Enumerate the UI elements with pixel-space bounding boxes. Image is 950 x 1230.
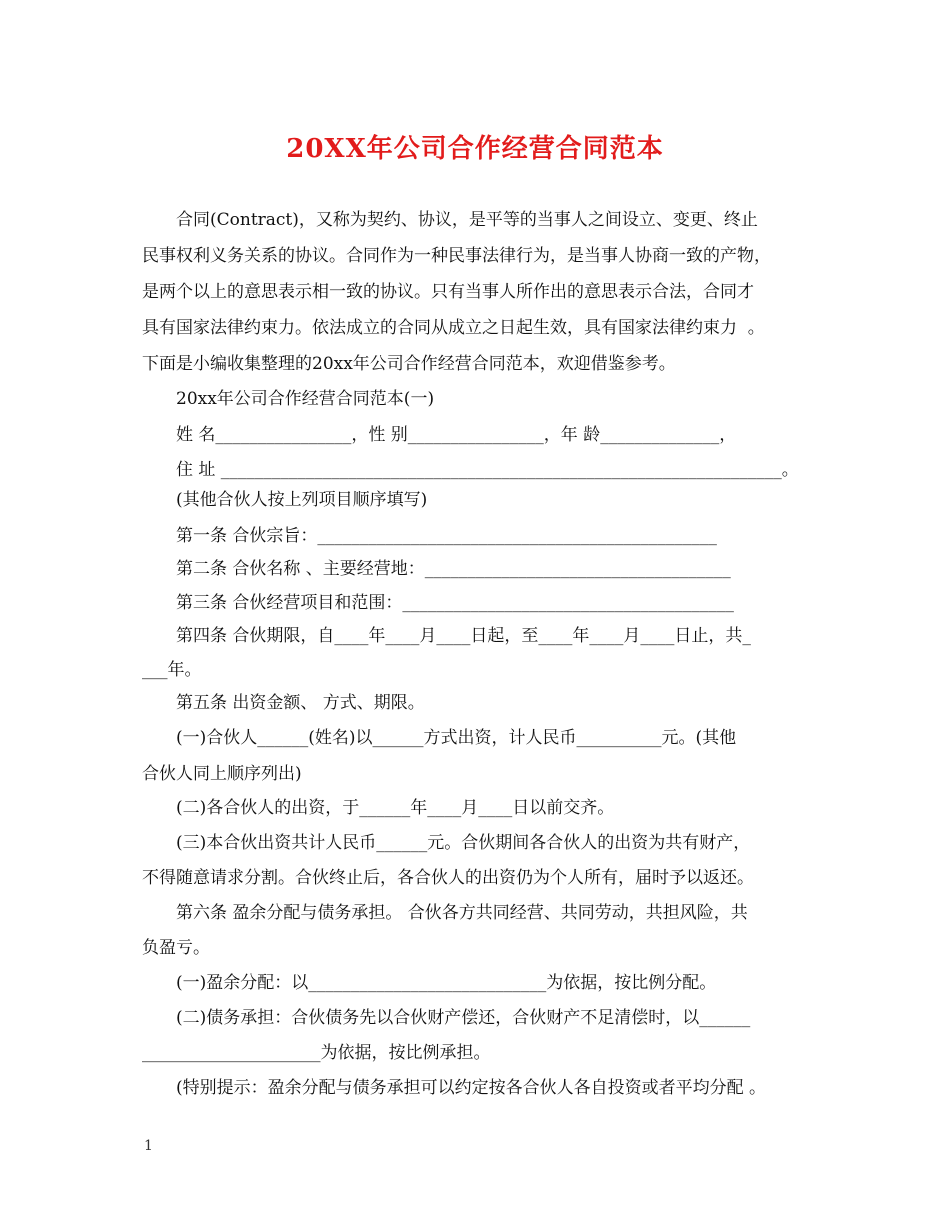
page-number: 1 [144,1138,153,1154]
clause-4-cont: ___年。 [142,660,202,680]
clause-6-cont: 负盈亏。 [142,938,210,958]
clause-6-item-2-cont: _____________________为依据，按比例承担。 [142,1043,491,1063]
clause-6: 第六条 盈余分配与债务承担。 合伙各方共同经营、共同劳动，共担风险，共 [142,903,748,923]
clause-5-item-1: (一)合伙人______(姓名)以______方式出资，计人民币__________元。(其他 [142,728,737,748]
body-line: 合同(Contract)，又称为契约、协议，是平等的当事人之间设立、变更、终止 [142,210,758,230]
clause-5-item-3-cont: 不得随意请求分割。合伙终止后，各合伙人的出资仍为个人所有，届时予以返还。 [142,868,754,888]
clause-2: 第二条 合伙名称 、主要经营地：____________________________________ [142,559,731,579]
body-line: 民事权利义务关系的协议。合同作为一种民事法律行为，是当事人协商一致的产物， [142,246,771,266]
body-line: (其他合伙人按上列项目顺序填写) [142,490,428,510]
clause-4: 第四条 合伙期限，自____年____月____日起，至____年____月____日止，共_ [142,626,751,646]
form-line-name-gender-age: 姓 名________________，性 别________________，年 龄______________， [142,425,737,445]
clause-3: 第三条 合伙经营项目和范围：_______________________________________ [142,593,734,613]
clause-5-item-1-cont: 合伙人同上顺序列出) [142,764,302,784]
clause-6-item-1: (一)盈余分配：以____________________________为依据，按比例分配。 [142,973,717,993]
form-line-address: 住 址 __________________________________________________________________。 [142,460,799,480]
clause-1: 第一条 合伙宗旨：_______________________________________________ [142,526,717,546]
clause-5-item-3: (三)本合伙出资共计人民币______元。合伙期间各合伙人的出资为共有财产， [142,833,751,853]
section-heading: 20xx年公司合作经营合同范本(一) [142,389,435,409]
body-line: 具有国家法律约束力。依法成立的合同从成立之日起生效，具有国家法律约束力 。 [142,318,765,338]
clause-5: 第五条 出资金额、 方式、期限。 [142,693,425,713]
body-line: 下面是小编收集整理的20xx年公司合作经营合同范本，欢迎借鉴参考。 [142,354,676,374]
body-line: 是两个以上的意思表示相一致的协议。只有当事人所作出的意思表示合法，合同才 [142,282,754,302]
clause-5-item-2: (二)各合伙人的出资，于______年____月____日以前交齐。 [142,798,615,818]
clause-6-item-2: (二)债务承担：合伙债务先以合伙财产偿还，合伙财产不足清偿时，以______ [142,1008,751,1028]
special-note: (特别提示：盈余分配与债务承担可以约定按各合伙人各自投资或者平均分配 。 [142,1078,767,1098]
document-title: 20XX年公司合作经营合同范本 [286,134,664,164]
